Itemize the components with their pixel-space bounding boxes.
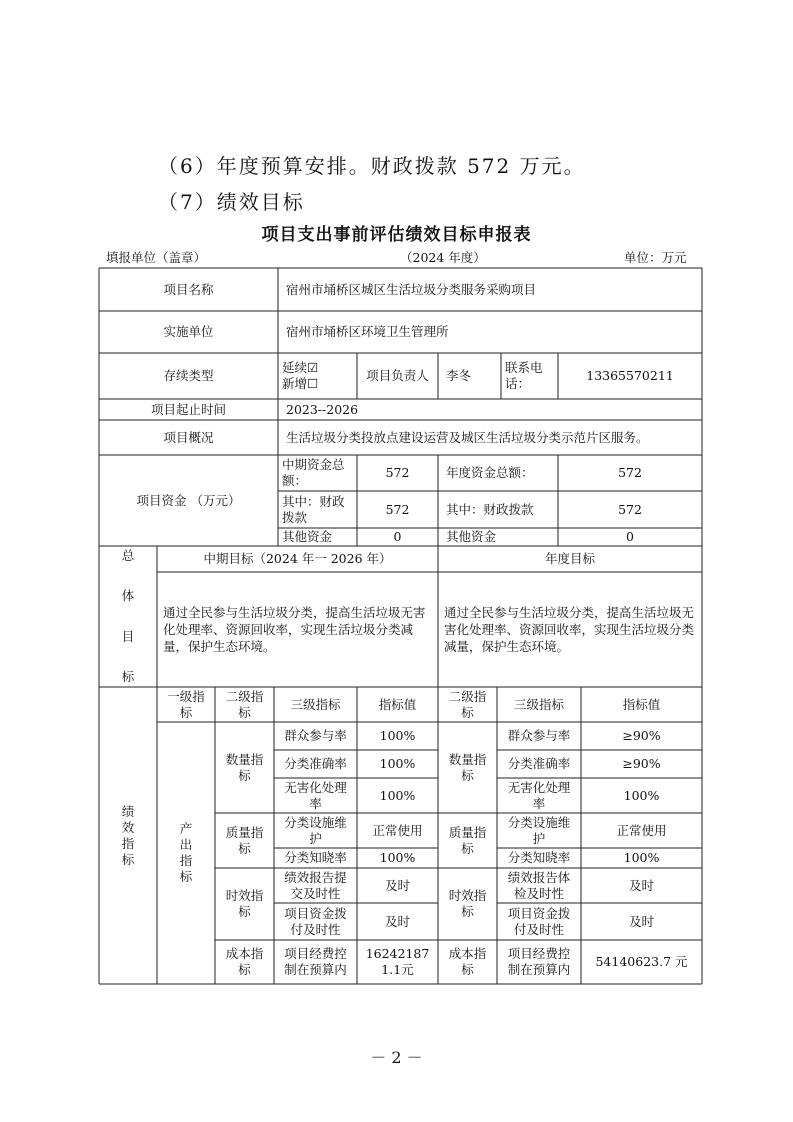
annual-level3-header: 三级指标: [513, 696, 564, 712]
annual-timeliness-indicators-label: 时效指标: [448, 888, 487, 919]
project-period: 2023--2026: [286, 401, 359, 417]
type-continue-option: 延续☑: [282, 360, 319, 375]
mid-indicator-name: 无害化处理率: [284, 779, 347, 811]
budget-paragraph: （6）年度预算安排。财政拨款 572 万元。: [158, 154, 586, 178]
annual-goal-header: 年度目标: [544, 551, 595, 566]
annual-indicator-value: 及时: [628, 877, 654, 893]
annual-indicator-value: 100%: [623, 850, 660, 865]
mid-indicator-value: 及时: [384, 913, 410, 929]
overall-label-char: 体: [121, 588, 135, 604]
mid-indicator-value: 100%: [379, 850, 416, 865]
project-funds-label: 项目资金 （万元）: [136, 492, 241, 508]
mid-indicator-name: 分类准确率: [284, 756, 347, 771]
mid-indicator-name: 项目资金拨付及时性: [284, 905, 347, 937]
quantity-indicators-label: 数量指标: [225, 751, 264, 783]
level3-header: 三级指标: [290, 696, 341, 712]
annual-indicator-name: 分类知晓率: [507, 850, 571, 865]
project-summary-label: 项目概况: [163, 429, 214, 445]
project-manager-label: 项目负责人: [366, 368, 429, 383]
implementing-unit: 宿州市埇桥区环境卫生管理所: [286, 324, 449, 339]
table-title: 项目支出事前评估绩效目标申报表: [261, 225, 532, 245]
mid-indicator-value: 100%: [379, 787, 416, 803]
annual-indicator-name: 项目经费控制在预算内: [507, 946, 571, 977]
implementing-unit-label: 实施单位: [163, 324, 214, 339]
mid-term-goal-text: 通过全民参与生活垃圾分类，提高生活垃圾无害化处理率、资源回收率，实现生活垃圾分类减量，保护生态环境。: [163, 605, 426, 654]
year-total-value: 572: [618, 465, 642, 480]
annual-indicator-value: 54140623.7 元: [595, 954, 688, 969]
phone-label: 联系电话：: [505, 360, 543, 391]
mid-indicator-name: 绩效报告提交及时性: [284, 869, 347, 901]
project-period-label: 项目起止时间: [150, 401, 226, 417]
money-unit: 单位：万元: [624, 250, 687, 265]
annual-quantity-indicators-label: 数量指标: [448, 751, 487, 783]
annual-indicator-name: 项目资金拨付及时性: [507, 905, 571, 937]
annual-indicator-value: 100%: [623, 787, 660, 803]
mid-indicator-name: 群众参与率: [284, 728, 347, 743]
year-other-value: 0: [626, 529, 634, 544]
mid-term-goal-header: 中期目标（2024 年一 2026 年）: [203, 551, 392, 566]
performance-indicators-label: 绩效指标: [121, 803, 135, 867]
mid-other-label: 其他资金: [282, 529, 333, 544]
annual-indicator-value: ≥90%: [622, 728, 661, 743]
overall-label-char: 总: [121, 548, 135, 563]
report-year: （2024 年度）: [400, 250, 486, 265]
project-name-label: 项目名称: [163, 281, 214, 297]
annual-indicator-value: 及时: [628, 913, 654, 929]
mid-indicator-value: 162421871.1元: [365, 946, 430, 977]
annual-goal-text: 通过全民参与生活垃圾分类，提高生活垃圾无害化处理率、资源回收率，实现生活垃圾分类减量，保护生态环境。: [444, 605, 695, 654]
filling-unit-label: 填报单位（盖章）: [106, 250, 207, 265]
annual-indicator-name: 分类准确率: [507, 756, 571, 771]
cost-indicators-label: 成本指标: [225, 946, 264, 977]
page-number: － 2 －: [370, 1048, 423, 1067]
annual-level2-header: 二级指标: [448, 688, 487, 720]
overall-label-char: 标: [121, 668, 135, 684]
project-manager: 李冬: [446, 368, 472, 383]
quality-indicators-label: 质量指标: [225, 824, 264, 856]
project-summary: 生活垃圾分类投放点建设运营及城区生活垃圾分类示范片区服务。: [286, 429, 649, 445]
timeliness-indicators-label: 时效指标: [225, 888, 264, 919]
year-total-label: 年度资金总额：: [446, 465, 534, 480]
annual-cost-indicators-label: 成本指标: [448, 946, 487, 977]
annual-quality-indicators-label: 质量指标: [448, 824, 487, 856]
year-fiscal-value: 572: [618, 501, 642, 517]
overall-label-char: 目: [121, 628, 135, 644]
mid-fiscal-value: 572: [385, 501, 410, 517]
type-new-option: 新增☐: [282, 376, 319, 391]
annual-indicator-name: 无害化处理率: [507, 779, 571, 811]
year-fiscal-label: 其中：财政拨款: [446, 501, 534, 517]
mid-total-value: 572: [385, 465, 410, 480]
overall-goals-label: [99, 546, 157, 687]
output-indicators-label: 产出指标: [179, 821, 193, 884]
mid-other-value: 0: [393, 529, 402, 544]
mid-total-label: 中期资金总额：: [282, 457, 345, 488]
mid-indicator-name: 分类设施维护: [284, 814, 347, 846]
annual-indicator-value: 正常使用: [616, 822, 667, 838]
annual-value-header: 指标值: [622, 696, 661, 712]
continuation-type-label: 存续类型: [163, 368, 214, 383]
phone-number: 13365570211: [586, 368, 674, 383]
mid-indicator-name: 分类知晓率: [284, 850, 347, 865]
level2-header: 二级指标: [225, 688, 264, 720]
mid-indicator-value: 及时: [384, 877, 410, 893]
mid-fiscal-label: 其中：财政拨款: [282, 493, 345, 525]
value-header: 指标值: [378, 696, 417, 712]
annual-indicator-name: 绩效报告体检及时性: [507, 869, 571, 901]
annual-indicator-name: 分类设施维护: [507, 814, 571, 846]
level1-header: 一级指标: [167, 688, 205, 720]
mid-indicator-value: 100%: [379, 728, 416, 743]
goals-heading: （7）绩效目标: [158, 190, 305, 214]
mid-indicator-value: 正常使用: [372, 822, 423, 838]
project-name: 宿州市埇桥区城区生活垃圾分类服务采购项目: [286, 281, 537, 297]
mid-indicator-name: 项目经费控制在预算内: [284, 946, 347, 977]
mid-indicator-value: 100%: [379, 756, 416, 771]
continuation-type-options: [278, 353, 357, 399]
annual-indicator-name: 群众参与率: [507, 728, 571, 743]
annual-indicator-value: ≥90%: [622, 756, 661, 771]
year-other-label: 其他资金: [446, 529, 497, 544]
